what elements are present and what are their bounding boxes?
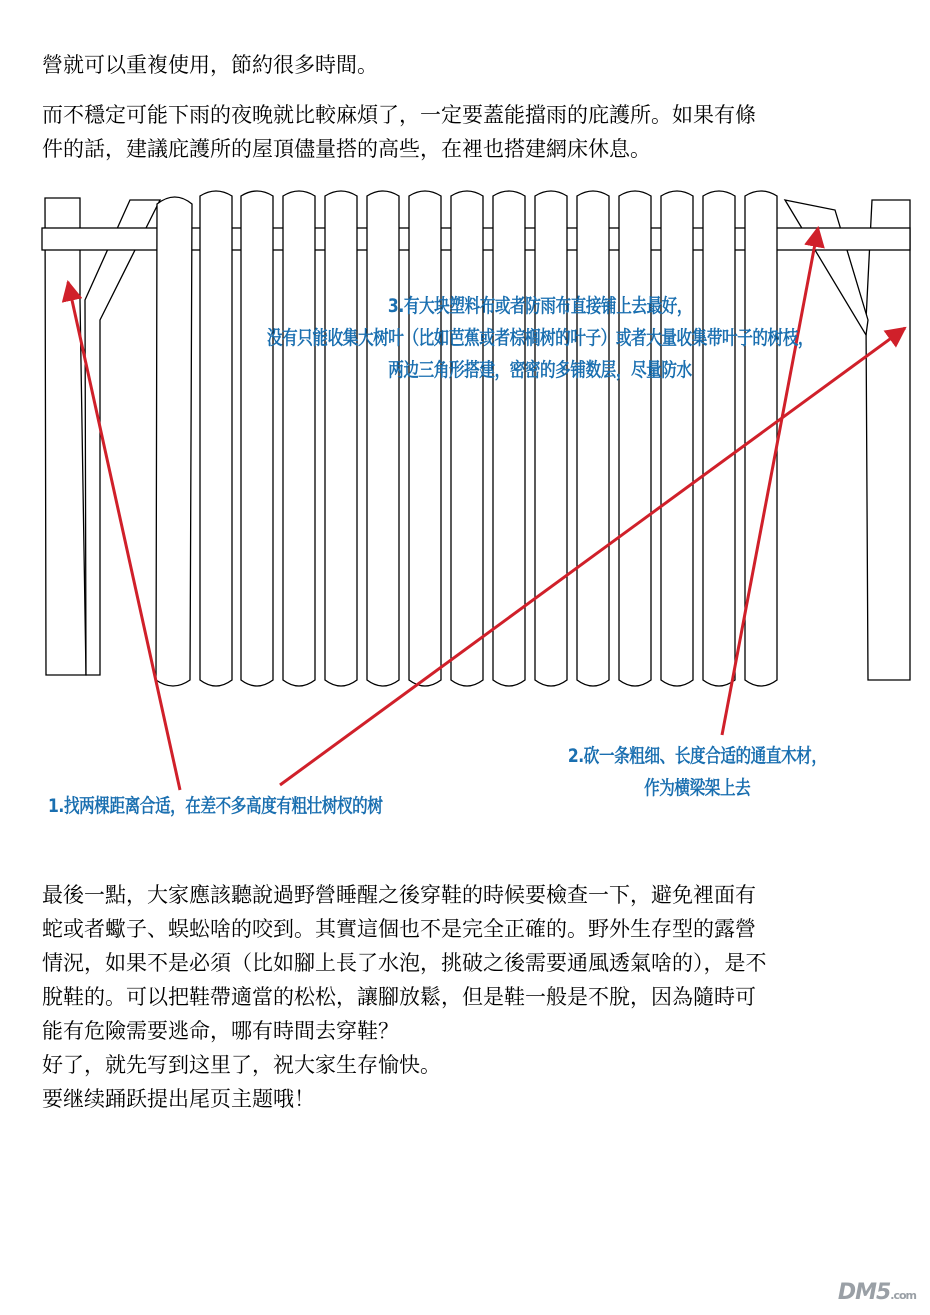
leaf-pole bbox=[451, 191, 483, 686]
paragraph-rain-shelter bbox=[42, 100, 902, 168]
text-line: 情況，如果不是必須（比如腳上長了水泡，挑破之後需要通風透氣啥的），是不 bbox=[42, 951, 767, 975]
leaf-pole bbox=[535, 191, 567, 686]
leaf-pole bbox=[156, 197, 192, 686]
text-line: 而不穩定可能下雨的夜晚就比較麻煩了，一定要蓋能擋雨的庇護所。如果有條 bbox=[42, 103, 756, 127]
right-tree bbox=[866, 200, 910, 680]
text-line: 脫鞋的。可以把鞋帶適當的松松，讓腳放鬆，但是鞋一般是不脫，因為隨時可 bbox=[42, 985, 756, 1009]
leaf-pole bbox=[703, 191, 735, 686]
leaf-pole bbox=[283, 191, 315, 686]
text-line: 蛇或者蠍子、蜈蚣啥的咬到。其實這個也不是完全正確的。野外生存型的露營 bbox=[42, 917, 756, 941]
text-line: 最後一點，大家應該聽說過野營睡醒之後穿鞋的時候要檢查一下，避免裡面有 bbox=[42, 883, 756, 907]
watermark-brand: DM5 bbox=[837, 1280, 891, 1305]
annotation-line: 两边三角形搭建，密密的多铺数层，尽量防水 bbox=[388, 359, 692, 381]
annotation-line: 1.找两棵距离合适，在差不多高度有粗壮树杈的树 bbox=[48, 795, 383, 817]
leaf-pole bbox=[367, 191, 399, 686]
leaf-pole bbox=[200, 191, 232, 686]
leaf-pole bbox=[745, 191, 777, 686]
text-line: 好了，就先写到这里了，祝大家生存愉快。 bbox=[42, 1053, 441, 1077]
text-line: 營就可以重複使用，節約很多時間。 bbox=[42, 53, 378, 77]
annotation-trees bbox=[48, 790, 383, 822]
leaf-pole bbox=[493, 191, 525, 686]
text-line: 要继续踊跃提出尾页主题哦！ bbox=[42, 1087, 315, 1111]
paragraph-intro bbox=[42, 50, 902, 84]
text-line: 能有危險需要逃命，哪有時間去穿鞋？ bbox=[42, 1019, 399, 1043]
paragraph-shoes bbox=[42, 880, 902, 1118]
annotation-roof bbox=[253, 290, 827, 386]
leaf-pole bbox=[577, 191, 609, 686]
annotation-beam bbox=[525, 740, 869, 804]
leaf-pole bbox=[325, 191, 357, 686]
leaf-pole bbox=[241, 191, 273, 686]
watermark-domain: .com bbox=[890, 1289, 916, 1302]
site-watermark bbox=[838, 1280, 916, 1305]
leaf-pole bbox=[619, 191, 651, 686]
text-line: 件的話，建議庇護所的屋頂儘量搭的高些，在裡也搭建網床休息。 bbox=[42, 137, 651, 161]
leaf-pole bbox=[409, 191, 441, 686]
annotation-line: 作为横梁架上去 bbox=[644, 777, 751, 799]
left-tree bbox=[45, 198, 86, 675]
leaf-pole bbox=[661, 191, 693, 686]
annotation-line: 2.砍一条粗细、长度合适的通直木材， bbox=[567, 745, 827, 767]
annotation-line: 没有只能收集大树叶（比如芭蕉或者棕榈树的叶子）或者大量收集带叶子的树枝， bbox=[266, 327, 814, 349]
annotation-line: 3.有大块塑料布或者防雨布直接铺上去最好， bbox=[387, 295, 693, 317]
left-tree-fork bbox=[85, 200, 160, 675]
